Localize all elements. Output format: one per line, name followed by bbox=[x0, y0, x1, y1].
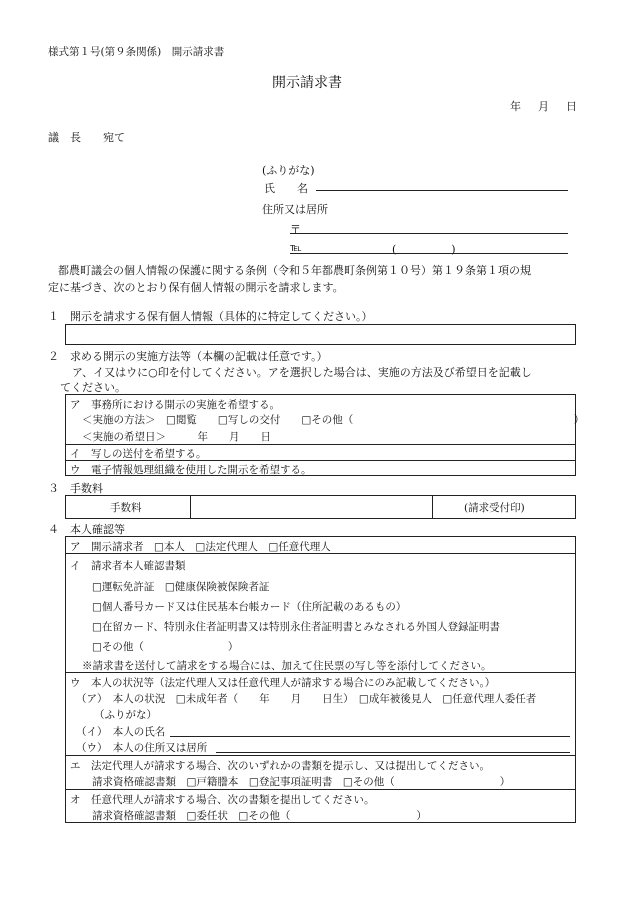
principal-address-label: （ウ） 本人の住所又は居所 bbox=[76, 742, 208, 754]
id-docs-option-3[interactable]: □在留カード、特別永住者証明書又は特別永住者証明書とみなされる外国人登録証明書 bbox=[92, 621, 500, 633]
form-title: 開示請求書 bbox=[272, 75, 342, 91]
section-2-title: ２ 求める開示の実施方法等（本欄の記載は任意です。） bbox=[48, 350, 328, 363]
divider bbox=[65, 444, 576, 445]
principal-name-label: （イ） 本人の氏名 bbox=[76, 726, 166, 738]
id-docs-title: イ 請求者本人確認書類 bbox=[70, 560, 186, 572]
tel-field[interactable] bbox=[290, 253, 568, 254]
option-a-method[interactable]: ＜実施の方法＞ □閲覧 □写しの交付 □その他（ ） bbox=[82, 414, 585, 426]
principal-status-title: ウ 本人の状況等（法定代理人又は任意代理人が請求する場合にのみ記載してください。） bbox=[70, 677, 496, 689]
voluntary-agent-note: オ 任意代理人が請求する場合、次の書類を提出してください。 bbox=[70, 794, 375, 806]
addressee: 議 長 宛て bbox=[48, 131, 125, 144]
intro-line-2: 定に基づき、次のとおり保有個人情報の開示を請求します。 bbox=[48, 281, 344, 294]
date-year: 年 bbox=[510, 100, 521, 113]
section-1-title: １ 開示を請求する保有個人情報（具体的に特定してください。） bbox=[48, 310, 373, 323]
intro-line-1: 都農町議会の個人情報の保護に関する条例（令和５年都農町条例第１０号）第１９条第１項の規 bbox=[58, 264, 531, 277]
id-docs-option-1[interactable]: □運転免許証 □健康保険被保険者証 bbox=[92, 581, 270, 593]
id-docs-option-other[interactable]: □その他（ ） bbox=[92, 641, 239, 653]
requester-type[interactable]: ア 開示請求者 □本人 □法定代理人 □任意代理人 bbox=[70, 541, 331, 553]
principal-status[interactable]: （ア） 本人の状況 □未成年者（ 年 月 日生） □成年被後見人 □任意代理人委任者 bbox=[76, 693, 537, 705]
principal-furigana: （ふりがな） bbox=[94, 709, 157, 721]
date-month: 月 bbox=[538, 100, 549, 113]
name-label: 氏 名 bbox=[264, 182, 308, 195]
section-1-field[interactable] bbox=[65, 324, 576, 345]
form-label: 様式第１号(第９条関係) 開示請求書 bbox=[48, 46, 225, 58]
fee-label: 手数料 bbox=[110, 502, 142, 514]
option-a-label[interactable]: ア 事務所における開示の実施を希望する。 bbox=[70, 399, 280, 411]
option-c-label[interactable]: ウ 電子情報処理組織を使用した開示を希望する。 bbox=[70, 464, 312, 476]
section-3-title: ３ 手数料 bbox=[48, 482, 103, 495]
name-field[interactable] bbox=[316, 190, 568, 191]
date-day: 日 bbox=[566, 100, 577, 113]
option-b-label[interactable]: イ 写しの送付を希望する。 bbox=[70, 448, 207, 460]
section-2-note-1: ア、イ又はウに○印を付してください。アを選択した場合は、実施の方法及び希望日を記載し bbox=[72, 366, 532, 379]
principal-name-field[interactable] bbox=[170, 736, 570, 737]
legal-agent-docs[interactable]: 請求資格確認書類 □戸籍謄本 □登記事項証明書 □その他（ ） bbox=[92, 776, 511, 788]
furigana-label: (ふりがな) bbox=[262, 164, 315, 177]
section-2-note-2: てください。 bbox=[60, 381, 126, 394]
postal-mark: 〒 bbox=[290, 223, 301, 236]
divider bbox=[190, 495, 191, 519]
divider bbox=[432, 495, 433, 519]
divider bbox=[65, 789, 576, 790]
divider bbox=[65, 755, 576, 756]
id-docs-note: ※請求書を送付して請求をする場合には、加えて住民票の写し等を添付してください。 bbox=[82, 660, 492, 672]
address-field[interactable] bbox=[290, 233, 568, 234]
principal-address-field[interactable] bbox=[216, 752, 570, 753]
section-4-title: ４ 本人確認等 bbox=[48, 523, 125, 536]
tel-mark: ℡ bbox=[290, 241, 302, 254]
id-docs-option-2[interactable]: □個人番号カード又は住民基本台帳カード（住所記載のあるもの） bbox=[92, 601, 407, 613]
receipt-stamp-label: (請求受付印) bbox=[464, 502, 525, 514]
address-label: 住所又は居所 bbox=[262, 203, 328, 216]
legal-agent-note: エ 法定代理人が請求する場合、次のいずれかの書類を提示し、又は提出してください。 bbox=[70, 760, 490, 772]
tel-paren: ( ) bbox=[392, 243, 456, 256]
voluntary-agent-docs[interactable]: 請求資格確認書類 □委任状 □その他（ ） bbox=[92, 810, 427, 822]
option-a-date[interactable]: ＜実施の希望日＞ 年 月 日 bbox=[82, 431, 271, 443]
